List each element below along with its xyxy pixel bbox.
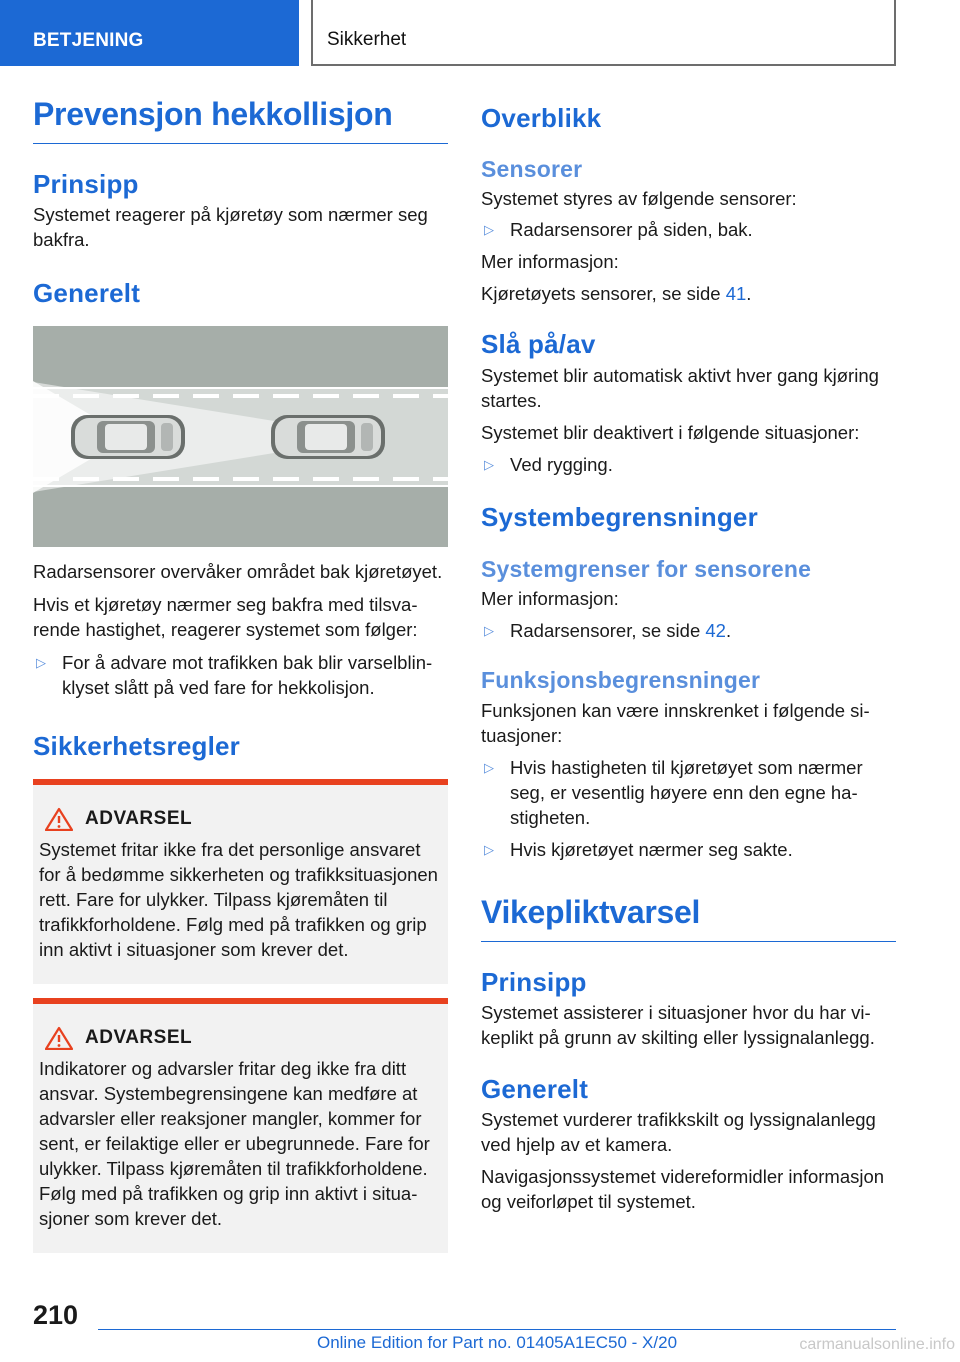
list-item: ▷ Radarsensorer, se side 42.	[484, 620, 732, 641]
watermark: carmanualsonline.info	[799, 1336, 955, 1353]
onoff-bullet-list	[481, 452, 896, 477]
triangle-bullet-icon: ▷	[36, 655, 46, 670]
sensor-limits-bullet-list	[481, 618, 896, 643]
list-item: ▷ Radarsensorer på siden, bak.	[484, 219, 753, 240]
general-text: Hvis et kjøretøy nærmer seg bakfra med tilsvarende hastighet, reagerer systemet som følger:	[33, 594, 418, 640]
yield-general-heading: Generelt	[481, 1074, 589, 1104]
list-item: ▷ Hvis kjøretøyet nærmer seg sakte.	[484, 839, 793, 860]
footer-divider	[98, 1329, 896, 1330]
sensor-limits-heading: Systemgrenser for sensorene	[481, 556, 812, 582]
page-link-41[interactable]: 41	[725, 283, 747, 304]
general-heading: Generelt	[33, 278, 141, 308]
right-column	[481, 95, 896, 1214]
onoff-heading: Slå på/av	[481, 329, 596, 359]
page-link-42[interactable]: 42	[705, 620, 726, 641]
triangle-bullet-icon: ▷	[484, 760, 494, 775]
sensors-bullet-list	[481, 217, 896, 242]
yield-principle-heading: Prinsipp	[481, 967, 587, 997]
warning-box	[33, 998, 448, 1253]
list-item: ▷ For å advare mot trafikken bak blir varselblinklyset slått på ved fare for hekkolisjon.	[36, 652, 433, 698]
warning-header	[45, 807, 442, 831]
triangle-bullet-icon: ▷	[484, 457, 494, 472]
function-limits-text: Funksjonen kan være innskrenket i følgende situasjoner:	[481, 700, 870, 746]
list-item: ▷ Hvis hastigheten til kjøretøyet som nærmer seg, er vesentlig høyere enn den egne hastigheten.	[484, 757, 863, 828]
warning-box	[33, 779, 448, 984]
page-title: Prevensjon hekkollisjon	[33, 95, 448, 144]
function-limits-bullet-list	[481, 755, 896, 862]
limits-heading: Systembegrensninger	[481, 502, 758, 532]
edition-text: Online Edition for Part no. 01405A1EC50 - X/20	[316, 1333, 678, 1352]
function-limits-heading: Funksjonsbegrensninger	[481, 667, 761, 693]
warning-header	[45, 1026, 442, 1050]
onoff-text-1: Systemet blir automatisk aktivt hver gang kjøring startes.	[481, 365, 879, 411]
warning-label: ADVARSEL	[85, 1027, 193, 1048]
triangle-bullet-icon: ▷	[484, 842, 494, 857]
figure-caption: Radarsensorer overvåker området bak kjøretøyet.	[33, 561, 443, 582]
warning-triangle-icon	[45, 807, 73, 831]
sensor-limits-more: Mer informasjon:	[481, 588, 619, 609]
section-tab: BETJENING	[0, 0, 299, 66]
safety-heading: Sikkerhetsregler	[33, 731, 240, 761]
general-bullet-list	[33, 650, 448, 700]
yield-principle-text: Systemet assisterer i situasjoner hvor du har vikeplikt på grunn av skilting eller lyssignalanlegg.	[481, 1002, 875, 1048]
more-info-text: Mer informasjon:	[481, 251, 619, 272]
sensors-heading: Sensorer	[481, 156, 583, 182]
left-column	[33, 95, 448, 1253]
sensors-reference: Kjøretøyets sensorer, se side 41.	[481, 283, 752, 304]
yield-general-text-2: Navigasjonssystemet videreformidler informasjon og veiforløpet til systemet.	[481, 1166, 885, 1212]
yield-warning-title: Vikepliktvarsel	[481, 893, 896, 942]
list-item: ▷ Ved rygging.	[484, 454, 613, 475]
page-header	[0, 0, 960, 66]
overview-heading: Overblikk	[481, 103, 602, 133]
chapter-title: Sikkerhet	[311, 0, 896, 66]
sensors-text: Systemet styres av følgende sensorer:	[481, 188, 797, 209]
onoff-text-2: Systemet blir deaktivert i følgende situasjoner:	[481, 422, 860, 443]
page-number: 210	[33, 1300, 79, 1330]
triangle-bullet-icon: ▷	[484, 623, 494, 638]
radar-illustration	[33, 326, 448, 547]
principle-text: Systemet reagerer på kjøretøy som nærmer seg bakfra.	[33, 204, 428, 250]
principle-heading: Prinsipp	[33, 169, 139, 199]
yield-general-text-1: Systemet vurderer trafikkskilt og lyssignalanlegg ved hjelp av et kamera.	[481, 1109, 876, 1155]
radar-cars-diagram	[33, 326, 448, 547]
warning-text: Indikatorer og advarsler fritar deg ikke fra ditt ansvar. Systembegrensingene kan medføre at advarsler eller reaksjoner mangler, kommer for sent, er feilaktige eller er ubegrunnede. Fare for ulykker. Tilpass kjøremåten til trafikkforholdene. Følg med på trafikken og grip inn aktivt i situasjoner som krever det.	[39, 1058, 430, 1229]
warning-label: ADVARSEL	[85, 808, 193, 829]
warning-triangle-icon	[45, 1026, 73, 1050]
triangle-bullet-icon: ▷	[484, 222, 494, 237]
warning-text: Systemet fritar ikke fra det personlige ansvaret for å bedømme sikkerheten og trafikksituasjonen rett. Fare for ulykker. Tilpass kjøremåten til trafikkforholdene. Følg med på trafikken og grip inn aktivt i situasjoner som krever det.	[39, 839, 438, 960]
